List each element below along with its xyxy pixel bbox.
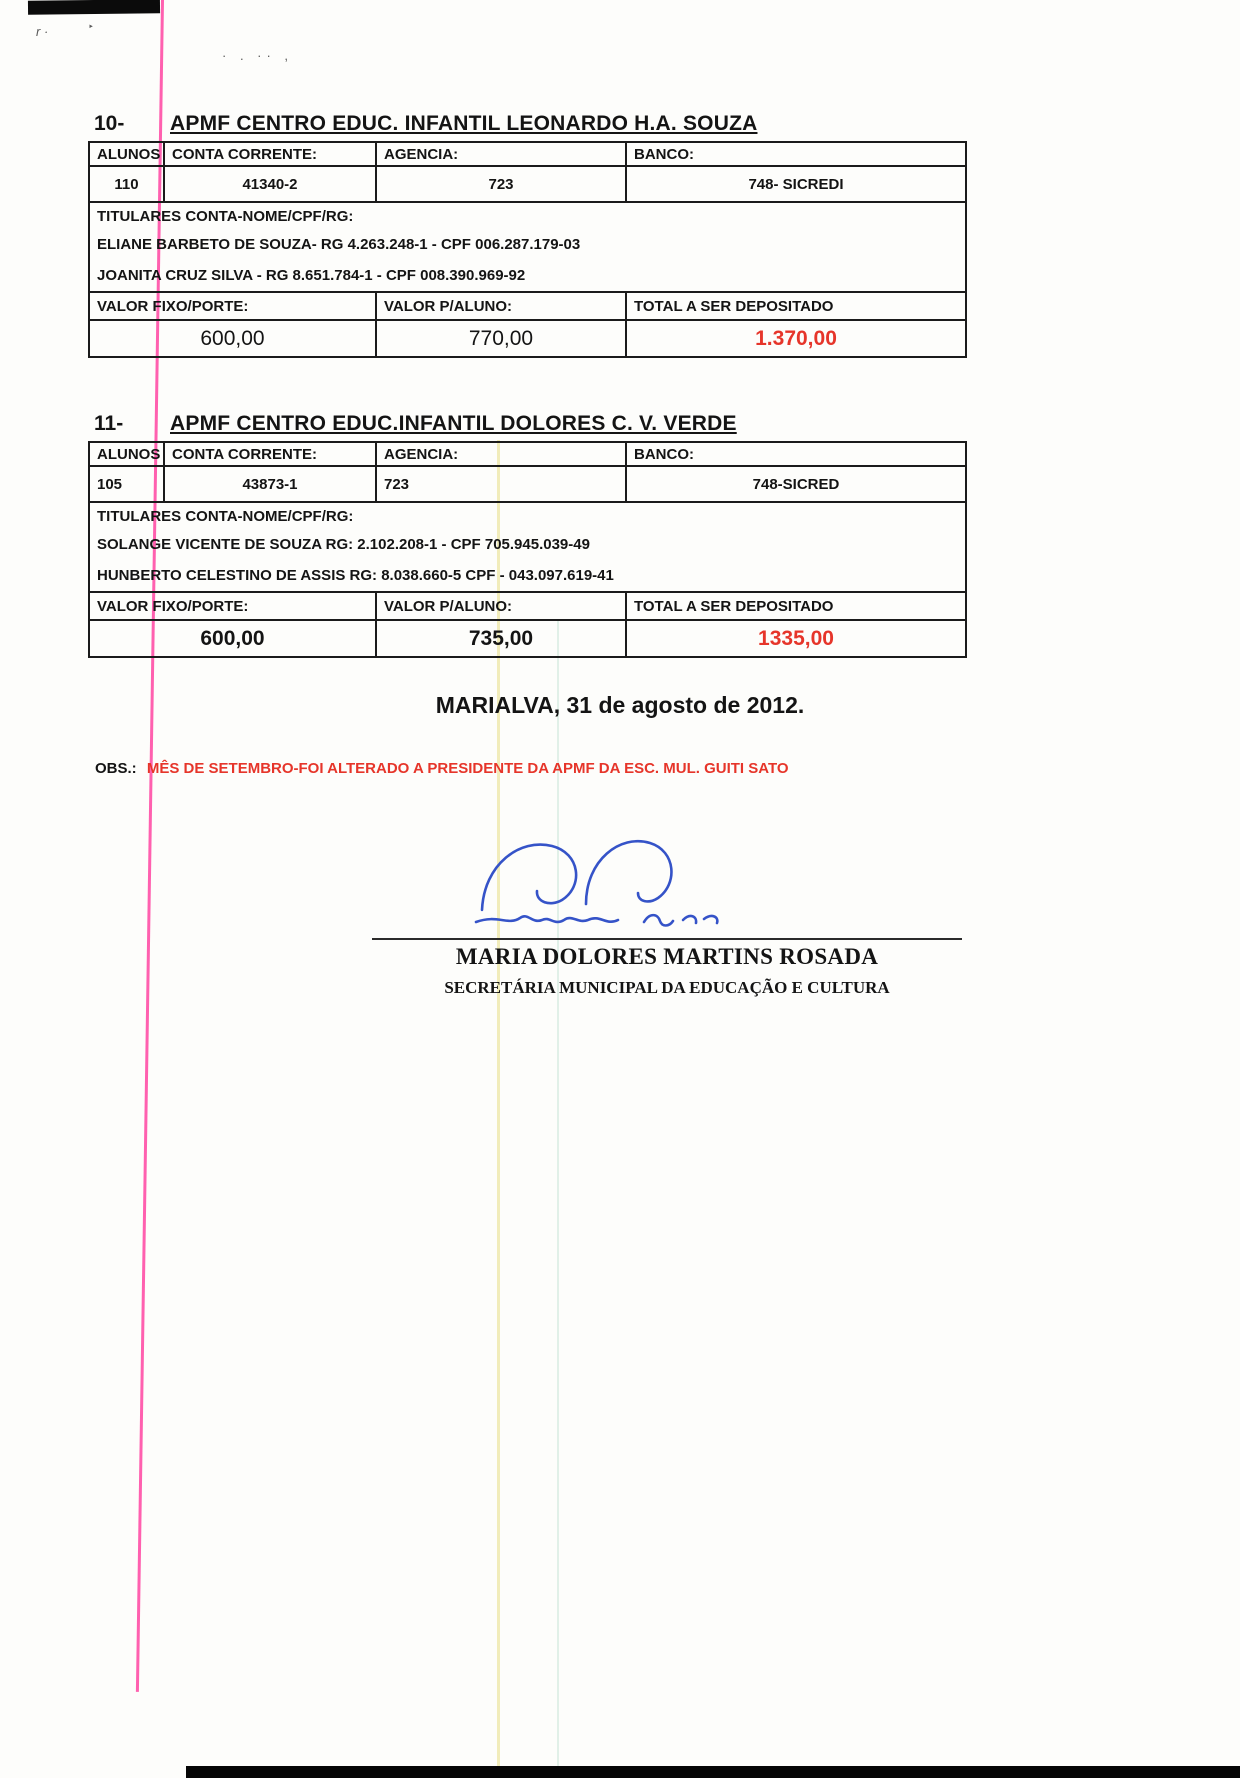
date-line: MARIALVA, 31 de agosto de 2012. (435, 692, 805, 718)
section-title: APMF CENTRO EDUC. INFANTIL LEONARDO H.A. SOUZA (170, 112, 758, 135)
conta-header-cell: CONTA CORRENTE: (164, 442, 376, 466)
handwritten-signature (468, 830, 758, 940)
table-values-row (89, 466, 966, 502)
valor-header-row (89, 292, 966, 320)
conta-value-cell: 43873-1 (164, 466, 376, 502)
valor-aluno-value-cell: 770,00 (376, 320, 626, 357)
titular-name-cell: ELIANE BARBETO DE SOUZA- RG 4.263.248-1 - CPF 006.287.179-03 (89, 229, 966, 260)
titular-row (89, 260, 966, 292)
agencia-value-cell: 723 (376, 166, 626, 202)
alunos-header-cell: ALUNOS (89, 142, 164, 166)
agencia-value-cell: 723 (376, 466, 626, 502)
banco-value-cell: 748-SICRED (626, 466, 966, 502)
total-header-cell: TOTAL A SER DEPOSITADO (626, 592, 966, 620)
total-header-cell: TOTAL A SER DEPOSITADO (626, 292, 966, 320)
total-value-cell: 1335,00 (626, 620, 966, 657)
titular-name-cell: SOLANGE VICENTE DE SOUZA RG: 2.102.208-1 - CPF 705.945.039-49 (89, 529, 966, 560)
banco-header-cell: BANCO: (626, 442, 966, 466)
titulares-label-cell: TITULARES CONTA-NOME/CPF/RG: (89, 202, 966, 229)
section-11-table (88, 441, 967, 658)
section-title: APMF CENTRO EDUC.INFANTIL DOLORES C. V. VERDE (170, 412, 737, 435)
valor-aluno-header-cell: VALOR P/ALUNO: (376, 292, 626, 320)
titulares-label-row (89, 202, 966, 229)
signature-name: MARIA DOLORES MARTINS ROSADA (455, 944, 879, 969)
valor-values-row (89, 320, 966, 357)
pencil-mark: · . ·· , (222, 48, 294, 63)
section-number: 10- (94, 112, 125, 135)
signature-title: SECRETÁRIA MUNICIPAL DA EDUCAÇÃO E CULTURA (444, 978, 890, 997)
alunos-header-cell: ALUNOS (89, 442, 164, 466)
banco-value-cell: 748- SICREDI (626, 166, 966, 202)
signature-line (372, 938, 962, 940)
section-number: 11- (94, 412, 124, 435)
agencia-header-cell: AGENCIA: (376, 442, 626, 466)
valor-aluno-header-cell: VALOR P/ALUNO: (376, 592, 626, 620)
valor-fixo-value-cell: 600,00 (89, 320, 376, 357)
scan-artifact-bottom-bar (186, 1766, 1240, 1778)
obs-label: OBS.: (95, 760, 137, 777)
agencia-header-cell: AGENCIA: (376, 142, 626, 166)
valor-fixo-header-cell: VALOR FIXO/PORTE: (89, 592, 376, 620)
conta-value-cell: 41340-2 (164, 166, 376, 202)
titular-row (89, 529, 966, 560)
titular-row (89, 229, 966, 260)
valor-fixo-header-cell: VALOR FIXO/PORTE: (89, 292, 376, 320)
obs-text: MÊS DE SETEMBRO-FOI ALTERADO A PRESIDENTE DA APMF DA ESC. MUL. GUITI SATO (146, 760, 789, 777)
titular-row (89, 560, 966, 592)
scan-artifact-cyan-line (557, 620, 559, 1778)
section-11-heading (88, 412, 965, 436)
titulares-label-cell: TITULARES CONTA-NOME/CPF/RG: (89, 502, 966, 529)
titular-name-cell: JOANITA CRUZ SILVA - RG 8.651.784-1 - CPF 008.390.969-92 (89, 260, 966, 292)
pencil-mark: r · (36, 24, 49, 39)
titulares-label-row (89, 502, 966, 529)
total-value-cell: 1.370,00 (626, 320, 966, 357)
section-10-table (88, 141, 967, 358)
table-header-row (89, 442, 966, 466)
valor-aluno-value-cell: 735,00 (376, 620, 626, 657)
section-10 (88, 112, 965, 358)
obs-line (95, 760, 789, 777)
table-values-row (89, 166, 966, 202)
section-10-heading (88, 112, 965, 136)
valor-header-row (89, 592, 966, 620)
banco-header-cell: BANCO: (626, 142, 966, 166)
alunos-value-cell: 110 (89, 166, 164, 202)
valor-fixo-value-cell: 600,00 (89, 620, 376, 657)
valor-values-row (89, 620, 966, 657)
scan-artifact-top-bar (28, 0, 160, 15)
conta-header-cell: CONTA CORRENTE: (164, 142, 376, 166)
section-11 (88, 412, 965, 658)
pencil-mark: ‣ (88, 22, 94, 33)
titular-name-cell: HUNBERTO CELESTINO DE ASSIS RG: 8.038.660-5 CPF - 043.097.619-41 (89, 560, 966, 592)
table-header-row (89, 142, 966, 166)
alunos-value-cell: 105 (89, 466, 164, 502)
